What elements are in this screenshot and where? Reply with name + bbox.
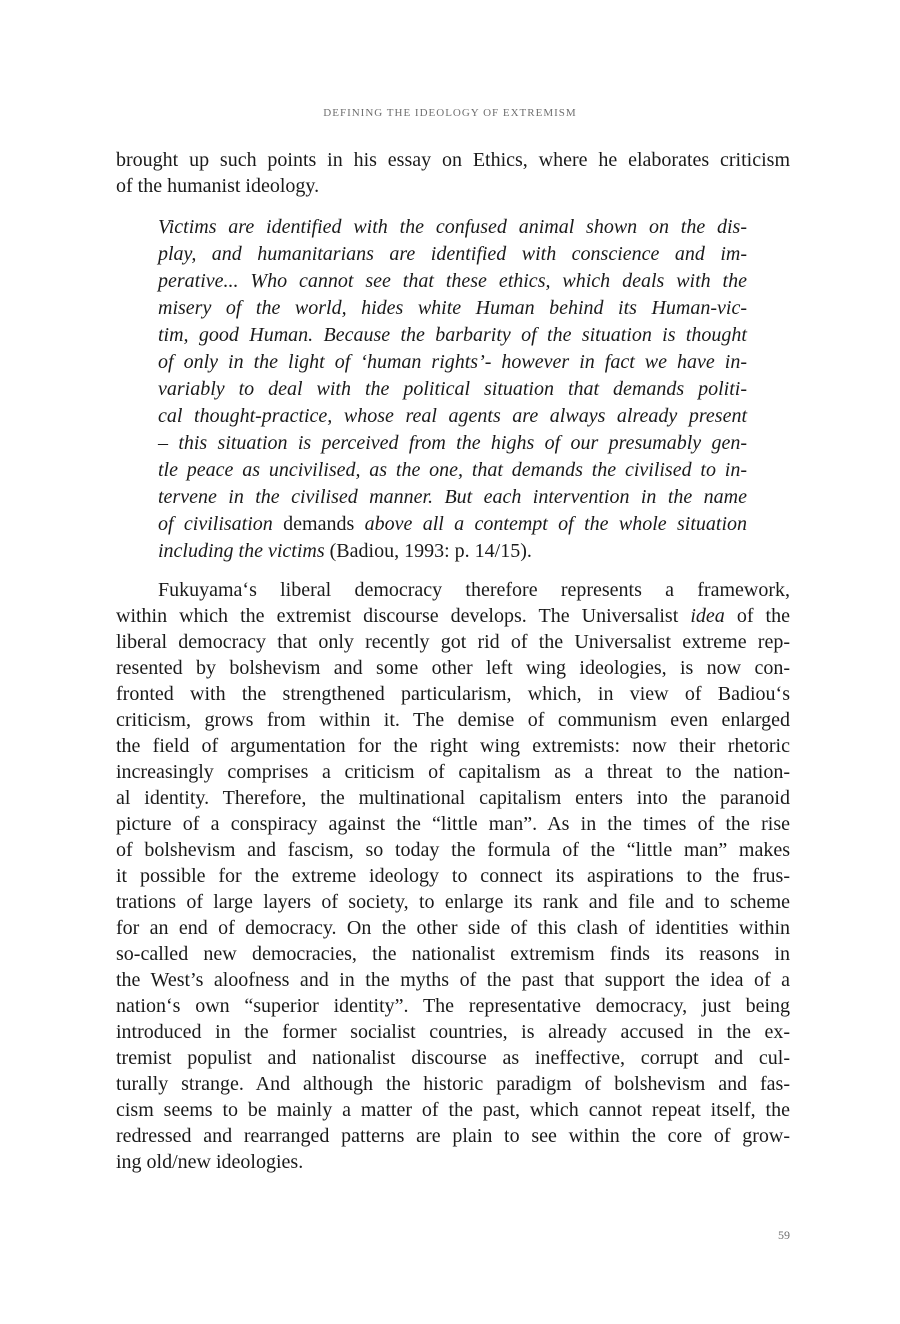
- intro-line: brought up such points in his essay on Ethics, where he elaborates criticism: [116, 149, 790, 171]
- intro-line: of the humanist ideology.: [116, 175, 320, 197]
- paragraph-line: ing old/new ideologies.: [116, 1151, 304, 1173]
- paragraph-line: cism seems to be mainly a matter of the past, which cannot repeat itself, the: [116, 1099, 790, 1121]
- quote-line: of only in the light of ‘human rights’- however in fact we have in-: [158, 351, 747, 373]
- quote-line: Victims are identified with the confused animal shown on the dis-: [158, 216, 747, 238]
- paragraph-line: [116, 603, 790, 629]
- citation: (Badiou, 1993: p. 14/15).: [324, 540, 532, 562]
- paragraph-line: al identity. Therefore, the multinational capitalism enters into the paranoid: [116, 787, 790, 809]
- paragraph-line: it possible for the extreme ideology to connect its aspirations to the frus-: [116, 865, 790, 887]
- paragraph-line: picture of a conspiracy against the “little man”. As in the times of the rise: [116, 813, 790, 835]
- quote-line: [158, 538, 747, 564]
- quote-italic: including the victims: [158, 540, 325, 562]
- quote-roman: demands: [272, 513, 365, 535]
- paragraph-line: increasingly comprises a criticism of capitalism as a threat to the nation-: [116, 761, 790, 783]
- paragraph-text: of the: [724, 605, 790, 627]
- paragraph-line: nation‘s own “superior identity”. The representative democracy, just being: [116, 995, 790, 1017]
- paragraph-line: trations of large layers of society, to enlarge its rank and file and to scheme: [116, 891, 790, 913]
- quote-line: variably to deal with the political situation that demands politi-: [158, 378, 747, 400]
- quote-line: – this situation is perceived from the highs of our presumably gen-: [158, 432, 747, 454]
- paragraph-line: turally strange. And although the historic paradigm of bolshevism and fas-: [116, 1073, 790, 1095]
- quote-italic: above all a contempt of the whole situation: [364, 513, 748, 535]
- quote-line: tervene in the civilised manner. But each intervention in the name: [158, 486, 747, 508]
- paragraph-line: tremist populist and nationalist discourse as ineffective, corrupt and cul-: [116, 1047, 790, 1069]
- quote-line: tle peace as uncivilised, as the one, that demands the civilised to in-: [158, 459, 747, 481]
- paragraph-line: the West’s aloofness and in the myths of the past that support the idea of a: [116, 969, 790, 991]
- running-head: DEFINING THE IDEOLOGY OF EXTREMISM: [323, 107, 577, 119]
- quote-line: misery of the world, hides white Human behind its Human-vic-: [158, 297, 747, 319]
- paragraph-line: resented by bolshevism and some other left wing ideologies, is now con-: [116, 657, 790, 679]
- quote-line: cal thought-practice, whose real agents are always already present: [158, 405, 747, 427]
- quote-line: [158, 511, 747, 537]
- paragraph-line: the field of argumentation for the right wing extremists: now their rhetoric: [116, 735, 790, 757]
- paragraph-line: Fukuyama‘s liberal democracy therefore represents a framework,: [158, 579, 790, 601]
- paragraph-line: fronted with the strengthened particularism, which, in view of Badiou‘s: [116, 683, 790, 705]
- page-number: 59: [778, 1228, 790, 1242]
- paragraph-line: for an end of democracy. On the other side of this clash of identities within: [116, 917, 790, 939]
- paragraph-text: within which the extremist discourse develops. The Universalist: [116, 605, 691, 627]
- paragraph-line: of bolshevism and fascism, so today the formula of the “little man” makes: [116, 839, 790, 861]
- paragraph-line: redressed and rearranged patterns are plain to see within the core of grow-: [116, 1125, 790, 1147]
- quote-line: perative... Who cannot see that these ethics, which deals with the: [158, 270, 747, 292]
- quote-line: play, and humanitarians are identified with conscience and im-: [158, 243, 747, 265]
- quote-line: tim, good Human. Because the barbarity of the situation is thought: [158, 324, 747, 346]
- paragraph-line: so-called new democracies, the nationalist extremism finds its reasons in: [116, 943, 790, 965]
- paragraph-line: introduced in the former socialist countries, is already accused in the ex-: [116, 1021, 790, 1043]
- quote-italic: of civilisation: [158, 513, 273, 535]
- paragraph-line: criticism, grows from within it. The demise of communism even enlarged: [116, 709, 790, 731]
- paragraph-line: liberal democracy that only recently got rid of the Universalist extreme rep-: [116, 631, 790, 653]
- paragraph-italic: idea: [690, 605, 725, 627]
